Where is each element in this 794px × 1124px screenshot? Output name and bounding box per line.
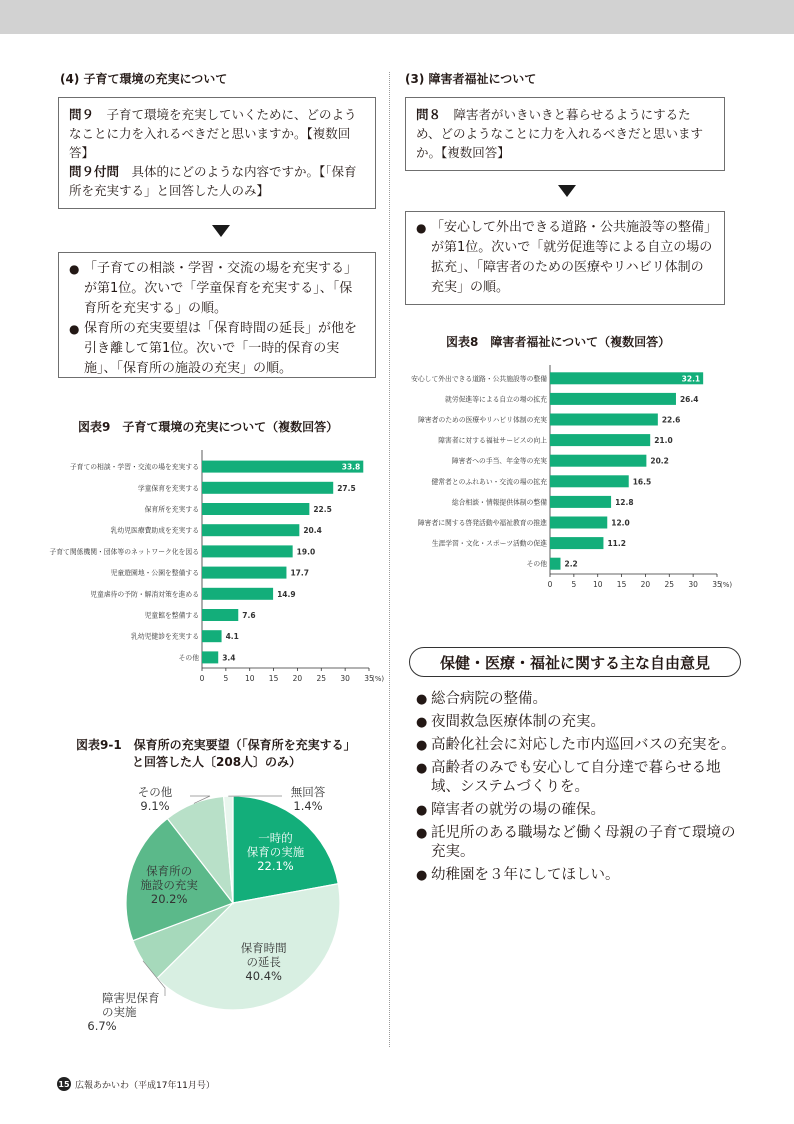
axis-unit-label: (%) <box>720 581 733 589</box>
opinion-text: 障害者の就労の場の確保。 <box>431 802 605 818</box>
bar <box>202 651 218 663</box>
opinion-item <box>416 736 736 755</box>
category-label: 子育て関係機関・団体等のネットワーク化を図る <box>49 547 199 556</box>
opinion-text: 総合病院の整備。 <box>431 691 547 707</box>
x-tick-label: 30 <box>340 674 350 683</box>
value-label: 26.4 <box>679 394 699 404</box>
bar <box>550 434 650 446</box>
answer-item: ● 保育所の充実要望は「保育時間の延長」が他を引き離して第1位。次いで「一時的保育の実施」、「保育所の施設の充実」の順。 <box>69 319 365 379</box>
value-label: 12.8 <box>615 497 634 507</box>
opinions-title: 保健・医療・福祉に関する主な自由意見 <box>409 647 741 677</box>
bar <box>550 475 629 487</box>
category-label: 障害者に関する啓発活動や福祉教育の推進 <box>417 519 547 527</box>
value-label: 4.1 <box>225 632 239 642</box>
slice-percent-label: 1.4% <box>293 799 323 813</box>
x-tick-label: 35 <box>364 674 374 683</box>
down-arrow-icon <box>558 185 576 197</box>
value-label: 19.0 <box>296 547 316 557</box>
bar <box>202 609 238 621</box>
sub-question-label: 問９付問 <box>69 164 120 179</box>
bar <box>202 461 363 473</box>
category-label: 児童遊園地・公園を整備する <box>110 569 199 578</box>
category-label: 就労促進等による自立の場の拡充 <box>445 395 547 404</box>
opinion-text: 幼稚園を３年にしてほしい。 <box>431 867 620 883</box>
question-label: 問９ <box>69 107 95 122</box>
value-label: 32.1 <box>681 374 701 384</box>
answer-box-9 <box>58 252 376 378</box>
value-label: 21.0 <box>654 436 673 446</box>
x-tick-label: 5 <box>571 580 577 589</box>
opinion-text: 託児所のある職場など働く母親の子育て環境の充実。 <box>431 825 736 860</box>
category-label: 障害者に対する福祉サービスの向上 <box>438 436 547 445</box>
x-tick-label: 15 <box>268 674 279 683</box>
bullet-icon: ● <box>416 868 428 883</box>
category-label: 総合相談・情報提供体制の整備 <box>451 498 547 507</box>
figure9-1-title: 図表9-1 保育所の充実要望（「保育所を充実する」 と回答した人〔208人〕のみ） <box>76 738 356 769</box>
opinion-text: 夜間救急医療体制の充実。 <box>431 714 605 730</box>
answer-item: ● 「安心して外出できる道路・公共施設等の整備」が第1位。次いで「就労促進等による自立の場の拡充」、「障害者のための医療やリハビリ体制の充実」の順。 <box>416 218 714 298</box>
bullet-icon: ● <box>69 322 80 336</box>
category-label: その他 <box>526 560 547 569</box>
opinion-text: 高齢者のみでも安心して自分達で暮らせる地域、システムづくりを。 <box>431 760 721 795</box>
opinions-list <box>416 690 736 889</box>
bar <box>550 558 560 570</box>
slice-percent-label: 9.1% <box>140 799 170 813</box>
slice-percent-label: 6.7% <box>87 1019 117 1033</box>
x-tick-label: 35 <box>712 580 722 589</box>
question-label: 問８ <box>416 107 442 122</box>
x-tick-label: 25 <box>316 674 327 683</box>
bar <box>202 503 309 515</box>
category-label: 乳幼児医療費助成を充実する <box>110 526 199 535</box>
slice-label: 保育の実施 <box>246 845 305 860</box>
bullet-icon: ● <box>416 803 428 818</box>
slice-label: 一時的 <box>258 831 293 846</box>
bullet-icon: ● <box>416 221 427 235</box>
category-label: 安心して外出できる道路・公共施設等の整備 <box>411 374 547 383</box>
question-text: 障害者がいきいきと暮らせるようにするため、どのようなことに力を入れるべきだと思いますか。【複数回答】 <box>416 107 704 160</box>
slice-label: 保育所の <box>146 863 193 878</box>
x-tick-label: 20 <box>640 580 651 589</box>
opinion-item <box>416 866 736 885</box>
opinion-item <box>416 759 736 797</box>
category-label: 児童虐待の予防・解消対策を進める <box>90 590 199 599</box>
slice-label: 無回答 <box>290 785 326 799</box>
page-number: 15 <box>57 1077 71 1091</box>
section-title-disability-welfare: (3) 障害者福祉について <box>405 72 537 86</box>
top-header-bar <box>0 0 794 34</box>
bar <box>202 630 222 642</box>
x-tick-label: 0 <box>547 580 553 589</box>
figure9-title: 図表9 子育て環境の充実について（複数回答） <box>78 420 339 434</box>
x-tick-label: 15 <box>616 580 627 589</box>
slice-percent-label: 22.1% <box>257 859 294 874</box>
value-label: 2.2 <box>564 559 578 569</box>
slice-label: 施設の充実 <box>140 877 198 892</box>
slice-label: の実施 <box>102 1005 137 1019</box>
opinion-item <box>416 801 736 820</box>
value-label: 12.0 <box>611 518 630 528</box>
bar <box>202 482 333 494</box>
x-tick-label: 5 <box>223 674 229 683</box>
category-label: 乳幼児健診を充実する <box>131 632 199 641</box>
value-label: 17.7 <box>290 568 309 578</box>
bar <box>550 393 676 405</box>
category-label: 子育ての相談・学習・交流の場を充実する <box>69 463 199 472</box>
answer-item: ● 「子育ての相談・学習・交流の場を充実する」が第1位。次いで「学童保育を充実する」、「保育所を充実する」の順。 <box>69 259 365 319</box>
category-label: 学童保育を充実する <box>137 484 199 493</box>
x-tick-label: 20 <box>292 674 303 683</box>
bar <box>202 567 286 579</box>
category-label: 障害者のための医療やリハビリ体制の充実 <box>418 416 547 424</box>
x-tick-label: 30 <box>688 580 698 589</box>
answer-box-8 <box>405 211 725 305</box>
opinion-item <box>416 713 736 732</box>
question-box-9 <box>58 97 376 209</box>
slice-label: 障害児保育 <box>102 991 160 1005</box>
question-text: 子育て環境を充実していくために、どのようなことに力を入れるべきだと思いますか。【複数回答】 <box>69 107 357 160</box>
footer-text: 広報あかいわ（平成17年11月号） <box>75 1080 215 1091</box>
figure8-title: 図表8 障害者福祉について（複数回答） <box>446 335 671 349</box>
bar <box>550 537 603 549</box>
value-label: 33.8 <box>341 462 361 472</box>
value-label: 14.9 <box>277 589 296 599</box>
category-label: 児童館を整備する <box>144 611 199 620</box>
category-label: その他 <box>178 653 199 662</box>
x-tick-label: 0 <box>199 674 205 683</box>
bullet-icon: ● <box>69 262 80 276</box>
value-label: 3.4 <box>222 653 236 663</box>
axis-unit-label: (%) <box>372 675 385 683</box>
opinion-item <box>416 824 736 862</box>
category-label: 保育所を充実する <box>144 505 199 514</box>
bar <box>550 372 703 384</box>
slice-percent-label: 20.2% <box>150 891 188 906</box>
bar-chart-childcare <box>30 450 390 695</box>
bullet-icon: ● <box>416 761 428 776</box>
category-label: 健常者とのふれあい・交流の場の拡充 <box>431 477 547 486</box>
slice-label: の延長 <box>246 954 281 969</box>
value-label: 20.2 <box>650 456 669 466</box>
category-label: 生涯学習・文化・スポーツ活動の促進 <box>431 539 547 548</box>
value-label: 20.4 <box>303 526 322 536</box>
bullet-icon: ● <box>416 826 428 841</box>
sub-question-text: 具体的にどのような内容ですか。【「保育所を充実する」と回答した人のみ】 <box>69 164 357 198</box>
bar-chart-disability-welfare <box>392 365 752 605</box>
bullet-icon: ● <box>416 692 428 707</box>
category-label: 障害者への手当、年金等の充実 <box>451 457 547 466</box>
bullet-icon: ● <box>416 738 428 753</box>
x-tick-label: 10 <box>592 580 603 589</box>
value-label: 22.6 <box>661 415 681 425</box>
pie-chart-nursery-demands <box>60 780 390 1045</box>
question-box-8 <box>405 97 725 171</box>
value-label: 7.6 <box>242 611 256 620</box>
value-label: 11.2 <box>607 539 626 549</box>
bar <box>550 517 607 529</box>
opinion-text: 高齢化社会に対応した市内巡回バスの充実を。 <box>431 737 736 753</box>
bar <box>550 414 658 426</box>
column-divider <box>389 72 390 1047</box>
value-label: 27.5 <box>337 483 356 493</box>
slice-label: その他 <box>137 785 173 799</box>
bar <box>550 455 646 467</box>
slice-label: 保育時間 <box>240 940 287 955</box>
bar <box>202 524 299 536</box>
x-tick-label: 10 <box>244 674 255 683</box>
bar <box>202 545 293 557</box>
value-label: 16.5 <box>632 477 652 487</box>
down-arrow-icon <box>212 225 230 237</box>
opinion-item <box>416 690 736 709</box>
x-tick-label: 25 <box>664 580 675 589</box>
section-title-childcare: (4) 子育て環境の充実について <box>60 72 228 86</box>
bullet-icon: ● <box>416 715 428 730</box>
value-label: 22.5 <box>313 505 332 514</box>
bar <box>202 588 273 600</box>
bar <box>550 496 611 508</box>
slice-percent-label: 40.4% <box>245 968 282 983</box>
page-footer <box>57 1077 215 1091</box>
